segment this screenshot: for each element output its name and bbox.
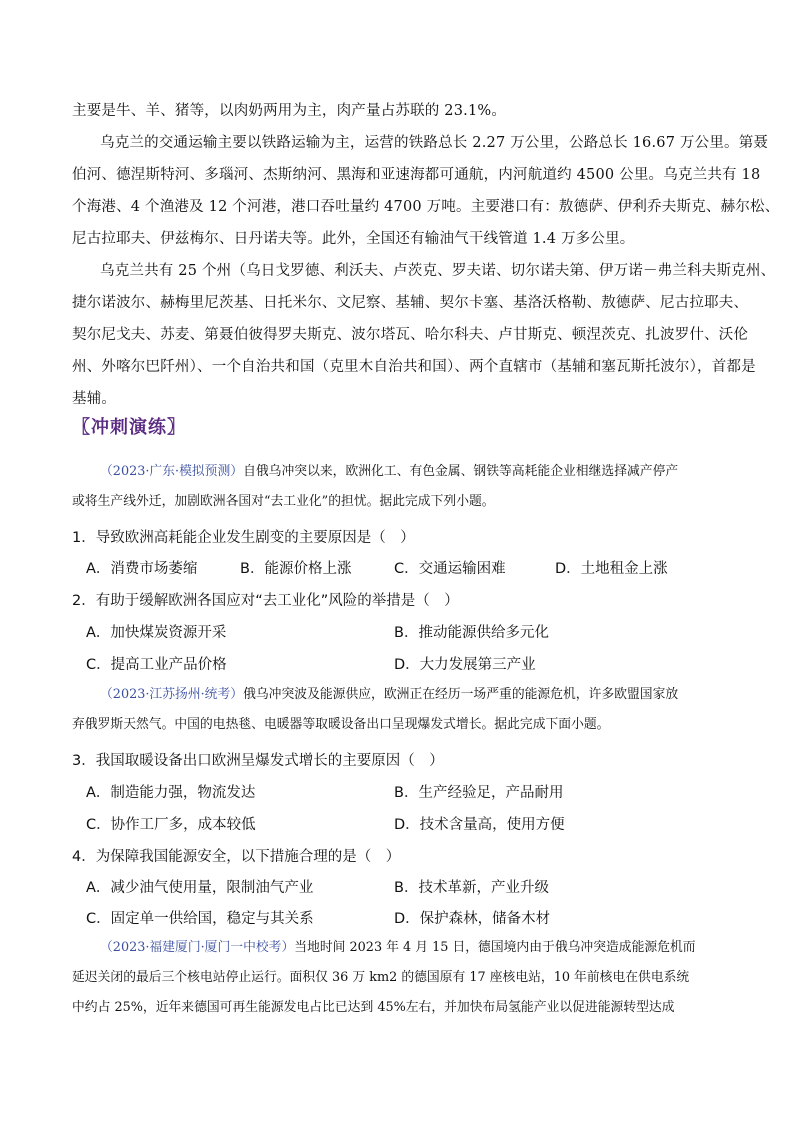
question-4-stem: 4．为保障我国能源安全，以下措施合理的是（ ） <box>72 849 401 865</box>
question-4-option-a[interactable]: A．减少油气使用量，限制油气产业 <box>86 880 314 896</box>
text-line: 乌克兰共有 25 个州（乌日戈罗德、利沃夫、卢茨克、罗夫诺、切尔诺夫第、伊万诺－弗兰科夫斯克州、 <box>100 263 776 279</box>
text-line: 州、外喀尔巴阡州）、一个自治共和国（克里木自治共和国）、两个直辖市（基辅和塞瓦斯托波尔），首都是 <box>72 359 756 375</box>
question-2-option-a[interactable]: A．加快煤炭资源开采 <box>86 625 227 641</box>
paragraph-administrative <box>72 255 776 415</box>
section-title: 〖冲刺演练〗 <box>72 417 186 438</box>
question-2-option-b[interactable]: B．推动能源供给多元化 <box>394 625 549 641</box>
question-1-option-b[interactable]: B．能源价格上涨 <box>240 561 352 577</box>
intro-text: 自俄乌冲突以来，欧洲化工、有色金属、钢铁等高耗能企业相继选择减产停产 <box>243 464 679 479</box>
question-3-stem: 3．我国取暖设备出口欧洲呈爆发式增长的主要原因（ ） <box>72 753 444 769</box>
question-group-intro <box>72 457 722 517</box>
question-2-stem: 2．有助于缓解欧洲各国应对“去工业化”风险的举措是（ ） <box>72 593 459 609</box>
intro-text: 或将生产线外迁，加剧欧洲各国对“去工业化”的担忧。据此完成下列小题。 <box>72 494 495 509</box>
question-4-option-d[interactable]: D．保护森林，储备木材 <box>394 911 551 927</box>
source-tag: （2023·广东·模拟预测） <box>100 464 244 479</box>
text-line: 个海港、4 个渔港及 12 个河港，港口吞吐量约 4700 万吨。主要港口有：敖德萨、伊利乔夫斯克、赫尔松、 <box>72 199 780 215</box>
intro-text: 弃俄罗斯天然气。中国的电热毯、电暖器等取暖设备出口呈现爆发式增长。据此完成下面小题。 <box>72 717 610 732</box>
question-1-stem: 1．导致欧洲高耗能企业发生剧变的主要原因是（ ） <box>72 530 415 546</box>
question-1-option-a[interactable]: A．消费市场萎缩 <box>86 561 198 577</box>
text-line: 基辅。 <box>72 391 117 407</box>
intro-text: 俄乌冲突波及能源供应，欧洲正在经历一场严重的能源危机，许多欧盟国家放 <box>243 687 679 702</box>
question-4-option-c[interactable]: C．固定单一供给国，稳定与其关系 <box>86 911 314 927</box>
intro-text: 当地时间 2023 年 4 月 15 日，德国境内由于俄乌冲突造成能源危机而 <box>294 940 696 955</box>
question-3-option-a[interactable]: A．制造能力强，物流发达 <box>86 785 256 801</box>
question-3-option-c[interactable]: C．协作工厂多，成本较低 <box>86 817 256 833</box>
text-line: 捷尔诺波尔、赫梅里尼茨基、日托米尔、文尼察、基辅、契尔卡塞、基洛沃格勒、敖德萨、尼古拉耶夫、 <box>72 295 749 311</box>
paragraph-livestock <box>72 95 722 127</box>
question-group-intro <box>72 933 722 1023</box>
intro-text: 延迟关闭的最后三个核电站停止运行。面积仅 36 万 km2 的德国原有 17 座核电站，10 年前核电在供电系统 <box>72 970 690 985</box>
question-3-option-d[interactable]: D．技术含量高，使用方便 <box>394 817 565 833</box>
question-2-option-d[interactable]: D．大力发展第三产业 <box>394 657 536 673</box>
question-group-intro <box>72 680 722 740</box>
text-line: 伯河、德涅斯特河、多瑙河、杰斯纳河、黑海和亚速海都可通航，内河航道约 4500 公里。乌克兰共有 18 <box>72 167 761 183</box>
question-1-option-d[interactable]: D．土地租金上涨 <box>555 561 668 577</box>
text-line: 契尔尼戈夫、苏麦、第聂伯彼得罗夫斯克、波尔塔瓦、哈尔科夫、卢甘斯克、顿涅茨克、扎波罗什、沃伦 <box>72 327 749 343</box>
text-line: 主要是牛、羊、猪等，以肉奶两用为主，肉产量占苏联的 23.1%。 <box>72 103 507 119</box>
source-tag: （2023·福建厦门·厦门一中校考） <box>100 940 295 955</box>
question-2-option-c[interactable]: C．提高工业产品价格 <box>86 657 227 673</box>
question-1-option-c[interactable]: C．交通运输困难 <box>394 561 506 577</box>
paragraph-transport <box>72 127 780 255</box>
text-line: 乌克兰的交通运输主要以铁路运输为主，运营的铁路总长 2.27 万公里，公路总长 16.67 万公里。第聂 <box>100 135 769 151</box>
question-3-option-b[interactable]: B．生产经验足，产品耐用 <box>394 785 564 801</box>
text-line: 尼古拉耶夫、伊兹梅尔、日丹诺夫等。此外，全国还有输油气干线管道 1.4 万多公里。 <box>72 231 635 247</box>
intro-text: 中约占 25%，近年来德国可再生能源发电占比已达到 45%左右，并加快布局氢能产业以促进能源转型达成 <box>72 1000 675 1015</box>
source-tag: （2023·江苏扬州·统考） <box>100 687 244 702</box>
question-4-option-b[interactable]: B．技术革新，产业升级 <box>394 880 549 896</box>
